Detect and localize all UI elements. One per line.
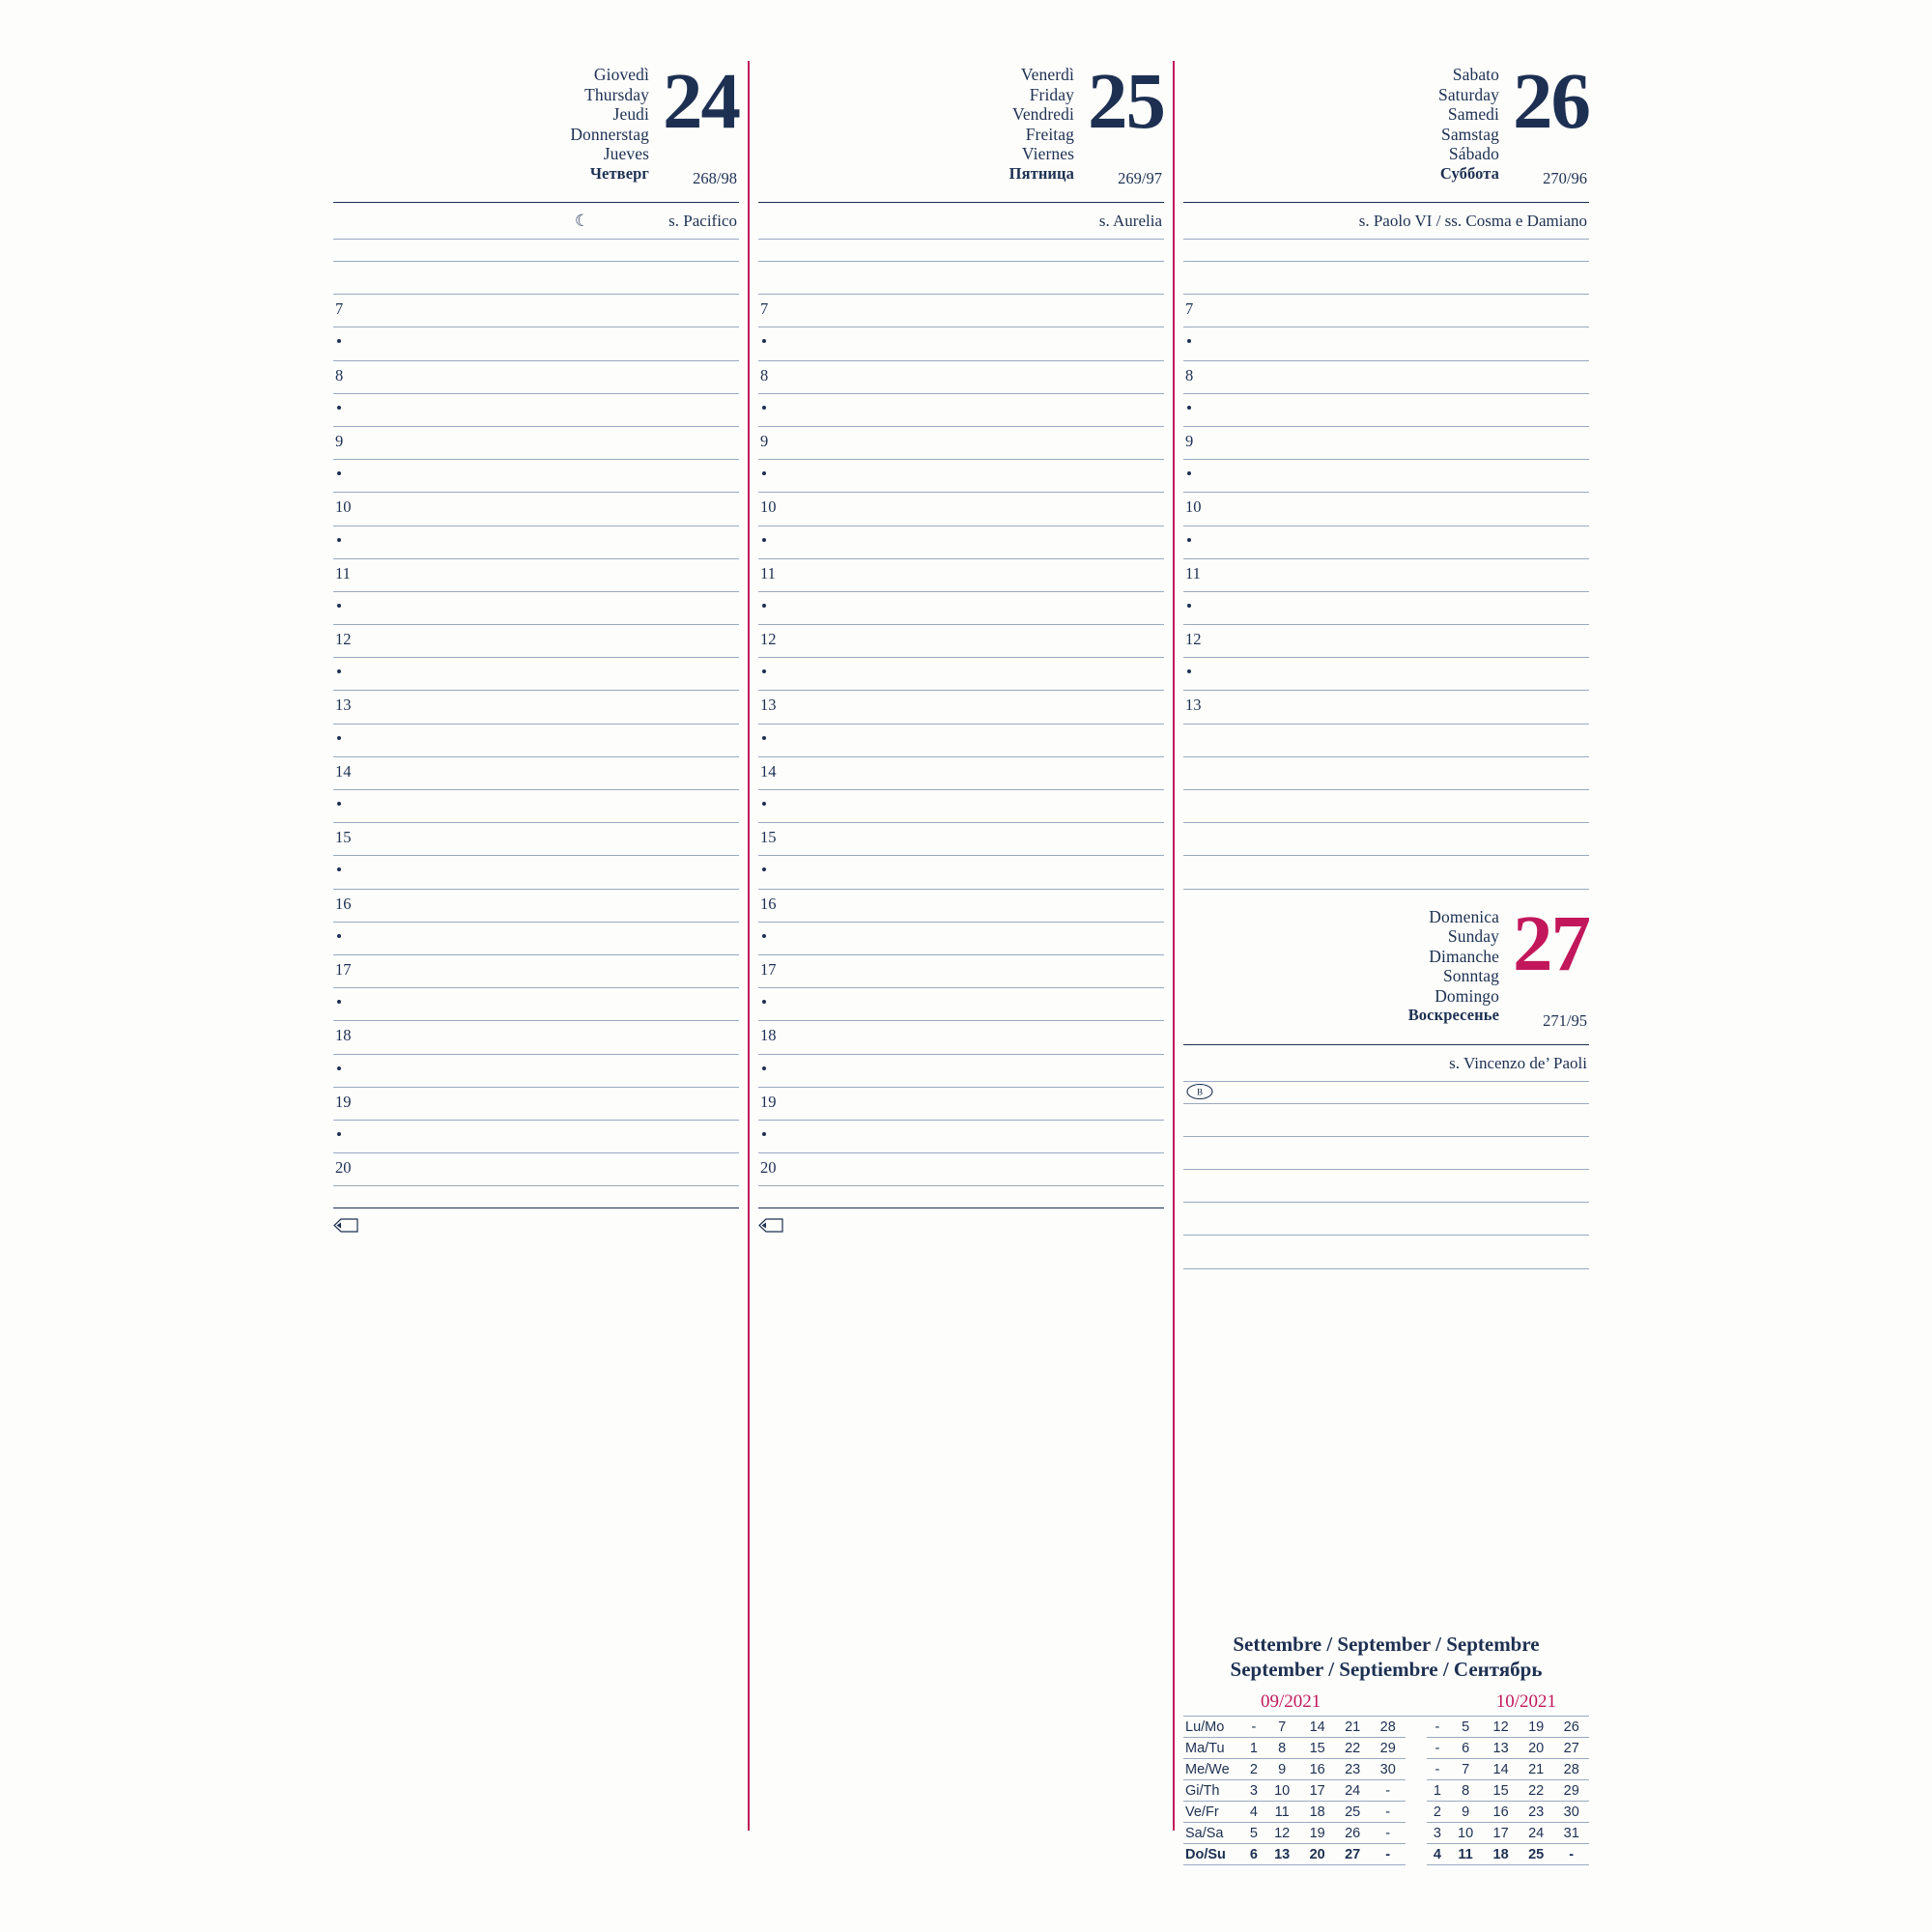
hour-label: 12: [760, 630, 777, 649]
mini-calendar-cell: 22: [1519, 1780, 1554, 1802]
half-hour-slot[interactable]: [758, 1055, 1164, 1088]
mini-calendar-cell: 15: [1483, 1780, 1519, 1802]
saint-name: s. Pacifico: [668, 212, 737, 230]
mini-calendar-cell: 25: [1335, 1802, 1371, 1823]
day-name-de: Donnerstag: [570, 124, 649, 144]
half-hour-slot[interactable]: [333, 460, 739, 493]
mini-calendar-gap: [1406, 1759, 1427, 1780]
day-name-it: Giovedì: [593, 65, 649, 84]
mini-calendar-cell: 23: [1519, 1802, 1554, 1823]
hour-label: 13: [1185, 696, 1202, 715]
half-hour-slot[interactable]: [758, 592, 1164, 625]
half-hour-dot-icon: [762, 1000, 766, 1004]
half-hour-slot[interactable]: [333, 658, 739, 691]
mini-calendar-gap: [1406, 1823, 1427, 1844]
hour-label: 17: [760, 959, 777, 979]
half-hour-dot-icon: [762, 339, 766, 343]
mini-calendar-cell: 9: [1264, 1759, 1300, 1780]
day-name-de: Sonntag: [1442, 966, 1499, 986]
saint-name: s. Vincenzo de’ Paoli: [1449, 1053, 1587, 1072]
day-column-thursday: [333, 53, 739, 1879]
mini-calendar-cell: 6: [1243, 1844, 1264, 1865]
mini-calendar-cell: 12: [1483, 1717, 1519, 1738]
mini-calendar-cell: 5: [1448, 1717, 1484, 1738]
half-hour-dot-icon: [1187, 538, 1191, 542]
mini-calendar-row: [1183, 1717, 1589, 1738]
saint-line-saturday: [1183, 203, 1589, 240]
mini-calendar-cell: 31: [1553, 1823, 1589, 1844]
mini-calendar-cell: 3: [1243, 1780, 1264, 1802]
notes-line[interactable]: [1183, 1104, 1589, 1137]
half-hour-slot[interactable]: [758, 460, 1164, 493]
half-hour-slot[interactable]: [758, 856, 1164, 889]
day-count-thursday: 268/98: [693, 169, 737, 187]
half-hour-slot[interactable]: [333, 923, 739, 955]
half-hour-dot-icon: [762, 934, 766, 938]
day-name-ru: Пятница: [1009, 163, 1074, 183]
hour-grid-friday: [758, 295, 1164, 1186]
half-hour-slot[interactable]: [333, 1055, 739, 1088]
day-name-es: Sábado: [1448, 144, 1499, 163]
column-divider: [739, 53, 758, 1879]
half-hour-slot[interactable]: [1183, 394, 1589, 427]
mini-calendar-cell: 10: [1264, 1780, 1300, 1802]
half-hour-dot-icon: [1187, 604, 1191, 608]
mini-calendar-daylabel: Sa/Sa: [1183, 1823, 1243, 1844]
circled-b-icon: [1185, 1083, 1214, 1105]
month-label-right: 10/2021: [1495, 1691, 1556, 1712]
mini-calendar-cell: 7: [1264, 1717, 1300, 1738]
half-hour-dot-icon: [762, 736, 766, 740]
half-hour-slot[interactable]: [758, 327, 1164, 360]
half-hour-slot[interactable]: [1183, 460, 1589, 493]
hour-label: 7: [335, 299, 344, 319]
hour-label: 18: [335, 1026, 352, 1045]
day-names-sunday: [1408, 895, 1513, 1026]
bookmark-tag-icon: [333, 1218, 358, 1233]
mini-calendar-months: [1183, 1691, 1589, 1713]
day-block-sunday: [1183, 895, 1589, 1269]
hour-label: 11: [760, 563, 776, 582]
half-hour-dot-icon: [762, 1132, 766, 1136]
mini-calendar-cell: 17: [1299, 1780, 1335, 1802]
mini-calendar-cell: -: [1427, 1717, 1448, 1738]
waning-moon-icon: ☾: [575, 212, 590, 230]
mini-calendar-cell: 21: [1519, 1759, 1554, 1780]
half-hour-dot-icon: [337, 1000, 341, 1004]
day-name-en: Sunday: [1447, 926, 1499, 947]
notes-line[interactable]: [758, 240, 1164, 262]
hour-label: 7: [760, 299, 769, 319]
bookmark-tag-icon: [758, 1218, 783, 1233]
month-label-left: 09/2021: [1261, 1691, 1321, 1712]
mini-calendar-cell: 23: [1335, 1759, 1371, 1780]
hour-label: 20: [335, 1158, 352, 1178]
notes-line[interactable]: [1183, 1236, 1589, 1268]
svg-text:B: B: [1196, 1087, 1204, 1097]
notes-line[interactable]: [1183, 790, 1589, 823]
hour-label: 16: [760, 894, 777, 913]
half-hour-dot-icon: [762, 1066, 766, 1070]
half-hour-dot-icon: [337, 1132, 341, 1136]
notes-line[interactable]: [1183, 1137, 1589, 1170]
day-name-en: Thursday: [584, 84, 649, 104]
half-hour-dot-icon: [1187, 406, 1191, 410]
half-hour-slot[interactable]: [1183, 592, 1589, 625]
half-hour-dot-icon: [337, 339, 341, 343]
mini-calendar-cell: 3: [1427, 1823, 1448, 1844]
day-count-sunday: 271/95: [1543, 1010, 1587, 1030]
half-hour-dot-icon: [337, 604, 341, 608]
mini-calendar-title: [1183, 1632, 1589, 1682]
mini-calendar-cell: 29: [1370, 1738, 1406, 1759]
half-hour-slot[interactable]: [758, 724, 1164, 757]
mini-calendar-gap: [1406, 1780, 1427, 1802]
hour-label: 10: [760, 497, 777, 517]
mini-calendar-cell: 7: [1448, 1759, 1484, 1780]
half-hour-slot[interactable]: [1183, 658, 1589, 691]
mini-calendar-cell: -: [1553, 1844, 1589, 1865]
mini-calendar-cell: 25: [1519, 1844, 1554, 1865]
saint-name: s. Aurelia: [1098, 212, 1162, 230]
mini-calendar-cell: 16: [1299, 1759, 1335, 1780]
mini-calendar-cell: 18: [1299, 1802, 1335, 1823]
mini-calendar-cell: -: [1370, 1780, 1406, 1802]
hour-label: 13: [760, 696, 777, 715]
hour-label: 14: [760, 761, 777, 781]
mini-calendar-cell: 14: [1299, 1717, 1335, 1738]
day-names-saturday: [1438, 53, 1513, 184]
notes-line[interactable]: [758, 262, 1164, 295]
day-count-friday: 269/97: [1118, 169, 1162, 187]
mini-calendar-cell: 26: [1553, 1717, 1589, 1738]
mini-calendar-cell: 15: [1299, 1738, 1335, 1759]
day-number-25: 25: [1088, 56, 1164, 145]
day-name-ru: Воскресенье: [1407, 1006, 1499, 1025]
mini-calendar-row: [1183, 1844, 1589, 1865]
half-hour-slot[interactable]: [333, 327, 739, 360]
mini-calendar-cell: 18: [1483, 1844, 1519, 1865]
day-number-24: 24: [663, 56, 739, 145]
mini-calendar-row: [1183, 1738, 1589, 1759]
mini-calendar-row: [1183, 1802, 1589, 1823]
mini-calendar-cell: 22: [1335, 1738, 1371, 1759]
mini-calendar-cell: 2: [1427, 1802, 1448, 1823]
hour-label: 7: [1185, 299, 1194, 319]
notes-line[interactable]: [1183, 1203, 1589, 1236]
mini-calendar-cell: 4: [1243, 1802, 1264, 1823]
mini-calendar-cell: 13: [1264, 1844, 1300, 1865]
planner-sheet: [333, 53, 1589, 1879]
day-name-fr: Vendredi: [1012, 104, 1074, 124]
half-hour-dot-icon: [762, 802, 766, 806]
mini-calendar-cell: 1: [1427, 1780, 1448, 1802]
half-hour-dot-icon: [337, 406, 341, 410]
mini-calendar-cell: 27: [1335, 1844, 1371, 1865]
hour-label: 16: [335, 894, 352, 913]
half-hour-slot[interactable]: [333, 724, 739, 757]
half-hour-slot[interactable]: [758, 1121, 1164, 1153]
day-names-thursday: [570, 53, 663, 184]
mini-calendar-cell: 20: [1299, 1844, 1335, 1865]
hour-label: 9: [760, 431, 769, 450]
half-hour-dot-icon: [337, 867, 341, 871]
half-hour-slot[interactable]: [758, 394, 1164, 427]
half-hour-dot-icon: [337, 736, 341, 740]
half-hour-dot-icon: [337, 802, 341, 806]
mini-calendar-cell: 19: [1519, 1717, 1554, 1738]
hour-label: 13: [335, 696, 352, 715]
mini-calendar-gap: [1406, 1802, 1427, 1823]
half-hour-dot-icon: [337, 1066, 341, 1070]
mini-calendar: [1183, 1632, 1589, 1865]
half-hour-dot-icon: [337, 934, 341, 938]
day-name-es: Domingo: [1435, 985, 1499, 1006]
hour-label: 9: [335, 431, 344, 450]
half-hour-dot-icon: [762, 669, 766, 673]
mini-calendar-cell: 13: [1483, 1738, 1519, 1759]
hour-label: 18: [760, 1026, 777, 1045]
hour-grid-saturday: [1183, 295, 1589, 889]
hour-label: 12: [335, 630, 352, 649]
mini-calendar-cell: 16: [1483, 1802, 1519, 1823]
notes-line[interactable]: [333, 262, 739, 295]
notes-line[interactable]: [1183, 757, 1589, 790]
mini-calendar-cell: 30: [1553, 1802, 1589, 1823]
mini-calendar-cell: 5: [1243, 1823, 1264, 1844]
mini-calendar-cell: 21: [1335, 1717, 1371, 1738]
mini-calendar-cell: -: [1427, 1738, 1448, 1759]
half-hour-dot-icon: [337, 538, 341, 542]
day-columns: [333, 53, 1589, 1879]
hour-label: 15: [335, 828, 352, 847]
mini-calendar-cell: -: [1370, 1802, 1406, 1823]
mini-calendar-cell: 9: [1448, 1802, 1484, 1823]
mini-title-line1: Settembre / September / Septembre: [1233, 1633, 1540, 1656]
half-hour-dot-icon: [762, 538, 766, 542]
half-hour-slot[interactable]: [333, 856, 739, 889]
saint-line-friday: [758, 203, 1164, 240]
mini-calendar-daylabel: Ma/Tu: [1183, 1738, 1243, 1759]
day-header-friday: [758, 53, 1164, 198]
day-number-26: 26: [1513, 56, 1589, 145]
day-name-fr: Dimanche: [1429, 946, 1499, 966]
hour-label: 8: [1185, 365, 1194, 384]
notes-line[interactable]: [1183, 1082, 1589, 1104]
mini-calendar-gap: [1406, 1717, 1427, 1738]
half-hour-slot[interactable]: [333, 1121, 739, 1153]
half-hour-dot-icon: [337, 669, 341, 673]
mini-calendar-cell: 12: [1264, 1823, 1300, 1844]
saint-line-sunday: [1183, 1045, 1589, 1082]
half-hour-dot-icon: [762, 406, 766, 410]
day-name-es: Viernes: [1021, 144, 1074, 163]
mini-calendar-table: [1183, 1716, 1589, 1865]
hour-label: 19: [335, 1092, 352, 1111]
day-name-de: Samstag: [1440, 124, 1499, 144]
mini-calendar-row: [1183, 1823, 1589, 1844]
mini-calendar-gap: [1406, 1844, 1427, 1865]
mini-calendar-cell: 20: [1519, 1738, 1554, 1759]
notes-line[interactable]: [1183, 856, 1589, 889]
mini-calendar-cell: -: [1427, 1759, 1448, 1780]
mini-calendar-cell: -: [1370, 1823, 1406, 1844]
mini-calendar-cell: 6: [1448, 1738, 1484, 1759]
mini-calendar-cell: 4: [1427, 1844, 1448, 1865]
mini-calendar-cell: 11: [1448, 1844, 1484, 1865]
mini-calendar-daylabel: Do/Su: [1183, 1844, 1243, 1865]
notes-line[interactable]: [1183, 823, 1589, 856]
half-hour-dot-icon: [1187, 669, 1191, 673]
notes-line[interactable]: [1183, 1170, 1589, 1203]
hour-label: 8: [335, 365, 344, 384]
half-hour-slot[interactable]: [758, 988, 1164, 1021]
mini-calendar-cell: 14: [1483, 1759, 1519, 1780]
mini-calendar-cell: 28: [1553, 1759, 1589, 1780]
hour-label: 10: [1185, 497, 1202, 517]
day-column-saturday-sunday: [1183, 53, 1589, 1879]
hour-grid-thursday: [333, 295, 739, 1186]
mini-calendar-daylabel: Lu/Mo: [1183, 1717, 1243, 1738]
mini-calendar-cell: 10: [1448, 1823, 1484, 1844]
notes-line[interactable]: [1183, 240, 1589, 262]
mini-calendar-daylabel: Gi/Th: [1183, 1780, 1243, 1802]
half-hour-slot[interactable]: [333, 988, 739, 1021]
day-names-friday: [1009, 53, 1088, 184]
notes-line[interactable]: [1183, 262, 1589, 295]
day-name-de: Freitag: [1025, 124, 1074, 144]
day-name-es: Jueves: [603, 144, 649, 163]
day-name-it: Domenica: [1429, 906, 1499, 926]
day-name-it: Venerdì: [1020, 65, 1074, 84]
day-name-fr: Jeudi: [612, 104, 649, 124]
mini-calendar-cell: 19: [1299, 1823, 1335, 1844]
day-name-ru: Суббота: [1439, 163, 1499, 183]
mini-calendar-cell: 24: [1519, 1823, 1554, 1844]
half-hour-dot-icon: [1187, 471, 1191, 475]
day-name-en: Saturday: [1437, 84, 1499, 104]
hour-label: 11: [1185, 563, 1201, 582]
day-header-sunday: [1183, 895, 1589, 1040]
half-hour-slot[interactable]: [758, 526, 1164, 559]
mini-calendar-cell: 8: [1264, 1738, 1300, 1759]
mini-calendar-cell: 2: [1243, 1759, 1264, 1780]
saint-name: s. Paolo VI / ss. Cosma e Damiano: [1358, 212, 1587, 230]
half-hour-slot[interactable]: [758, 790, 1164, 823]
half-hour-dot-icon: [762, 604, 766, 608]
hour-label: 10: [335, 497, 352, 517]
mini-calendar-cell: 29: [1553, 1780, 1589, 1802]
hour-label: 12: [1185, 630, 1202, 649]
day-name-fr: Samedi: [1447, 104, 1499, 124]
half-hour-slot[interactable]: [333, 790, 739, 823]
day-header-saturday: [1183, 53, 1589, 198]
hour-label: 20: [760, 1158, 777, 1178]
half-hour-dot-icon: [337, 471, 341, 475]
half-hour-slot[interactable]: [1183, 526, 1589, 559]
day-name-it: Sabato: [1452, 65, 1499, 84]
mini-calendar-cell: 28: [1370, 1717, 1406, 1738]
mini-calendar-cell: 27: [1553, 1738, 1589, 1759]
half-hour-slot[interactable]: [758, 923, 1164, 955]
saint-line-thursday: [333, 203, 739, 240]
mini-calendar-row: [1183, 1780, 1589, 1802]
hour-label: 14: [335, 761, 352, 781]
half-hour-dot-icon: [762, 471, 766, 475]
mini-calendar-cell: -: [1243, 1717, 1264, 1738]
column-divider: [1164, 53, 1183, 1879]
mini-calendar-daylabel: Me/We: [1183, 1759, 1243, 1780]
day-count-saturday: 270/96: [1543, 169, 1587, 187]
half-hour-dot-icon: [1187, 339, 1191, 343]
day-number-27: 27: [1513, 897, 1589, 987]
day-header-thursday: [333, 53, 739, 198]
half-hour-slot[interactable]: [333, 394, 739, 427]
mini-calendar-cell: 24: [1335, 1780, 1371, 1802]
half-hour-slot[interactable]: [758, 658, 1164, 691]
mini-calendar-row: [1183, 1759, 1589, 1780]
half-hour-dot-icon: [762, 867, 766, 871]
day-column-friday: [758, 53, 1164, 1879]
half-hour-slot[interactable]: [333, 526, 739, 559]
hour-label: 9: [1185, 431, 1194, 450]
mini-calendar-cell: 1: [1243, 1738, 1264, 1759]
day-name-en: Friday: [1029, 84, 1074, 104]
notes-line[interactable]: [333, 240, 739, 262]
notes-line[interactable]: [1183, 724, 1589, 757]
hour-label: 11: [335, 563, 351, 582]
mini-calendar-cell: 30: [1370, 1759, 1406, 1780]
mini-calendar-gap: [1406, 1738, 1427, 1759]
mini-calendar-cell: 17: [1483, 1823, 1519, 1844]
hour-label: 17: [335, 959, 352, 979]
mini-calendar-daylabel: Ve/Fr: [1183, 1802, 1243, 1823]
mini-calendar-cell: 8: [1448, 1780, 1484, 1802]
half-hour-slot[interactable]: [1183, 327, 1589, 360]
day-name-ru: Четверг: [589, 163, 649, 183]
mini-title-line2: September / Septiembre / Сентябрь: [1230, 1658, 1543, 1681]
hour-label: 19: [760, 1092, 777, 1111]
mini-calendar-cell: 26: [1335, 1823, 1371, 1844]
mini-calendar-cell: -: [1370, 1844, 1406, 1865]
hour-label: 15: [760, 828, 777, 847]
half-hour-slot[interactable]: [333, 592, 739, 625]
hour-label: 8: [760, 365, 769, 384]
mini-calendar-cell: 11: [1264, 1802, 1300, 1823]
